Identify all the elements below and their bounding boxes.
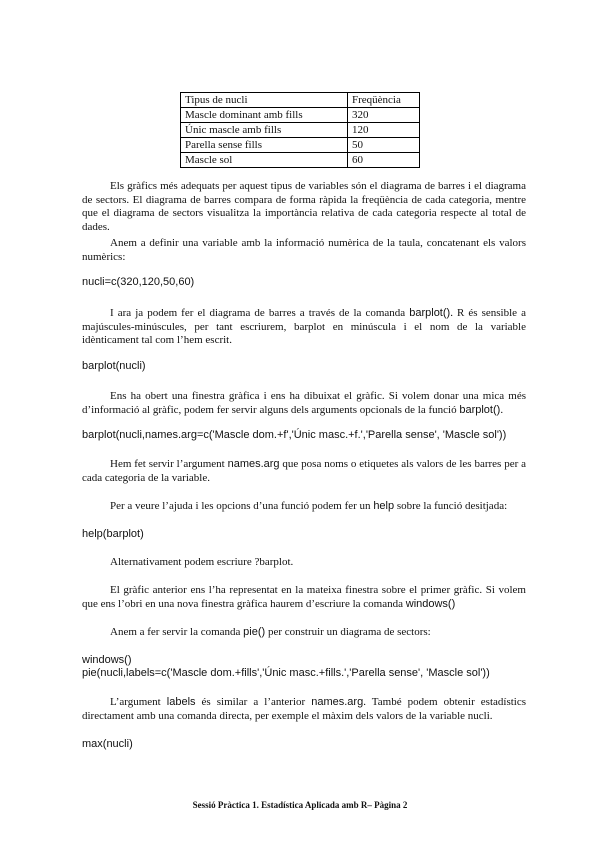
inline-code: barplot() bbox=[409, 307, 451, 319]
text-segment: sobre la funció desitjada: bbox=[394, 500, 508, 512]
paragraph-new-window bbox=[82, 584, 526, 611]
table-cell: 50 bbox=[348, 138, 420, 153]
table-cell: Mascle dominant amb fills bbox=[181, 108, 348, 123]
code-help: help(barplot) bbox=[82, 528, 144, 540]
text-segment: Hem fet servir l’argument bbox=[110, 458, 228, 470]
text-segment: Per a veure l’ajuda i les opcions d’una funció podem fer un bbox=[110, 500, 374, 512]
text-segment: I ara ja podem fer el diagrama de barres a través de la comanda bbox=[110, 307, 410, 319]
inline-code: names.arg bbox=[311, 696, 364, 708]
text-segment: per construir un diagrama de sectors: bbox=[265, 626, 431, 638]
text-segment: . R és sensible a majúscules-minúscules, per tant escriurem, barplot en minúscula i el nom de la variable idènticament tal com l’hem escrit. bbox=[82, 307, 526, 346]
code-max: max(nucli) bbox=[82, 738, 133, 750]
text-segment: L’argument bbox=[110, 696, 167, 708]
table-cell: 320 bbox=[348, 108, 420, 123]
inline-code: names.arg bbox=[227, 458, 280, 470]
page-footer: Sessió Pràctica 1. Estadística Aplicada amb R– Pàgina 2 bbox=[192, 800, 408, 810]
table-header-cell: Tipus de nucli bbox=[181, 93, 348, 108]
table-header-row bbox=[181, 93, 420, 108]
paragraph-graphic-window bbox=[82, 390, 526, 417]
table-cell: Mascle sol bbox=[181, 153, 348, 168]
paragraph-chart-types: Els gràfics més adequats per aquest tipus de variables són el diagrama de barres i el diagrama de sectors. El diagrama de barres compara de forma ràpida la freqüència de cada categoria, mentre que el diagrama de sectors visualitza la importància relativa de cada categoria respecte al total de dades. bbox=[82, 180, 526, 233]
inline-code: labels bbox=[166, 696, 196, 708]
code-barplot-names: barplot(nucli,names.arg=c('Mascle dom.+f','Únic masc.+f.','Parella sense', 'Mascle sol')) bbox=[82, 429, 507, 441]
text-segment: Ens ha obert una finestra gràfica i ens ha dibuixat el gràfic. Si volem donar una mica més d’informació al gràfic, podem fer servir alguns dels arguments opcionals de la funció bbox=[82, 390, 526, 416]
paragraph-alternative: Alternativament podem escriure ?barplot. bbox=[110, 556, 294, 568]
table-header-cell: Freqüència bbox=[348, 93, 420, 108]
table-cell: Únic mascle amb fills bbox=[181, 123, 348, 138]
inline-code: pie() bbox=[243, 626, 266, 638]
table-row bbox=[181, 138, 420, 153]
paragraph-barplot bbox=[82, 307, 526, 348]
inline-code: barplot() bbox=[459, 403, 501, 416]
text-segment: . bbox=[500, 403, 504, 416]
frequency-table bbox=[180, 92, 420, 168]
text-segment: que posa noms o etiquetes als valors de les barres per a cada categoria de la variable. bbox=[82, 458, 526, 484]
paragraph-define-variable: Anem a definir una variable amb la informació numèrica de la taula, concatenant els valors numèrics: bbox=[82, 237, 526, 263]
text-segment: . També podem obtenir estadístics directament amb una comanda directa, per exemple el màxim dels valors de la variable nucli. bbox=[82, 696, 527, 722]
text-segment: Anem a fer servir la comanda bbox=[110, 626, 244, 638]
paragraph-pie bbox=[82, 626, 526, 640]
text-segment: El gràfic anterior ens l’ha representat en la mateixa finestra sobre el primer gràfic. Si volem que ens l’obri en una nova finestra gràfica haurem d’escriure la comanda bbox=[82, 584, 526, 610]
code-barplot: barplot(nucli) bbox=[82, 360, 146, 372]
code-pie: pie(nucli,labels=c('Mascle dom.+fills','Únic masc.+fills.','Parella sense', 'Mascle sol')) bbox=[82, 667, 490, 679]
paragraph-labels bbox=[82, 696, 526, 723]
table-cell: 60 bbox=[348, 153, 420, 168]
table-cell: Parella sense fills bbox=[181, 138, 348, 153]
paragraph-help bbox=[82, 500, 526, 514]
code-windows: windows() bbox=[82, 654, 132, 666]
table-row bbox=[181, 123, 420, 138]
code-nucli-assignment: nucli=c(320,120,50,60) bbox=[82, 276, 195, 288]
inline-code: windows() bbox=[405, 597, 456, 610]
inline-code: help bbox=[373, 500, 395, 512]
table-row bbox=[181, 108, 420, 123]
table-cell: 120 bbox=[348, 123, 420, 138]
paragraph-names-arg bbox=[82, 458, 526, 485]
table-row bbox=[181, 153, 420, 168]
text-segment: és similar a l’anterior bbox=[195, 696, 312, 708]
